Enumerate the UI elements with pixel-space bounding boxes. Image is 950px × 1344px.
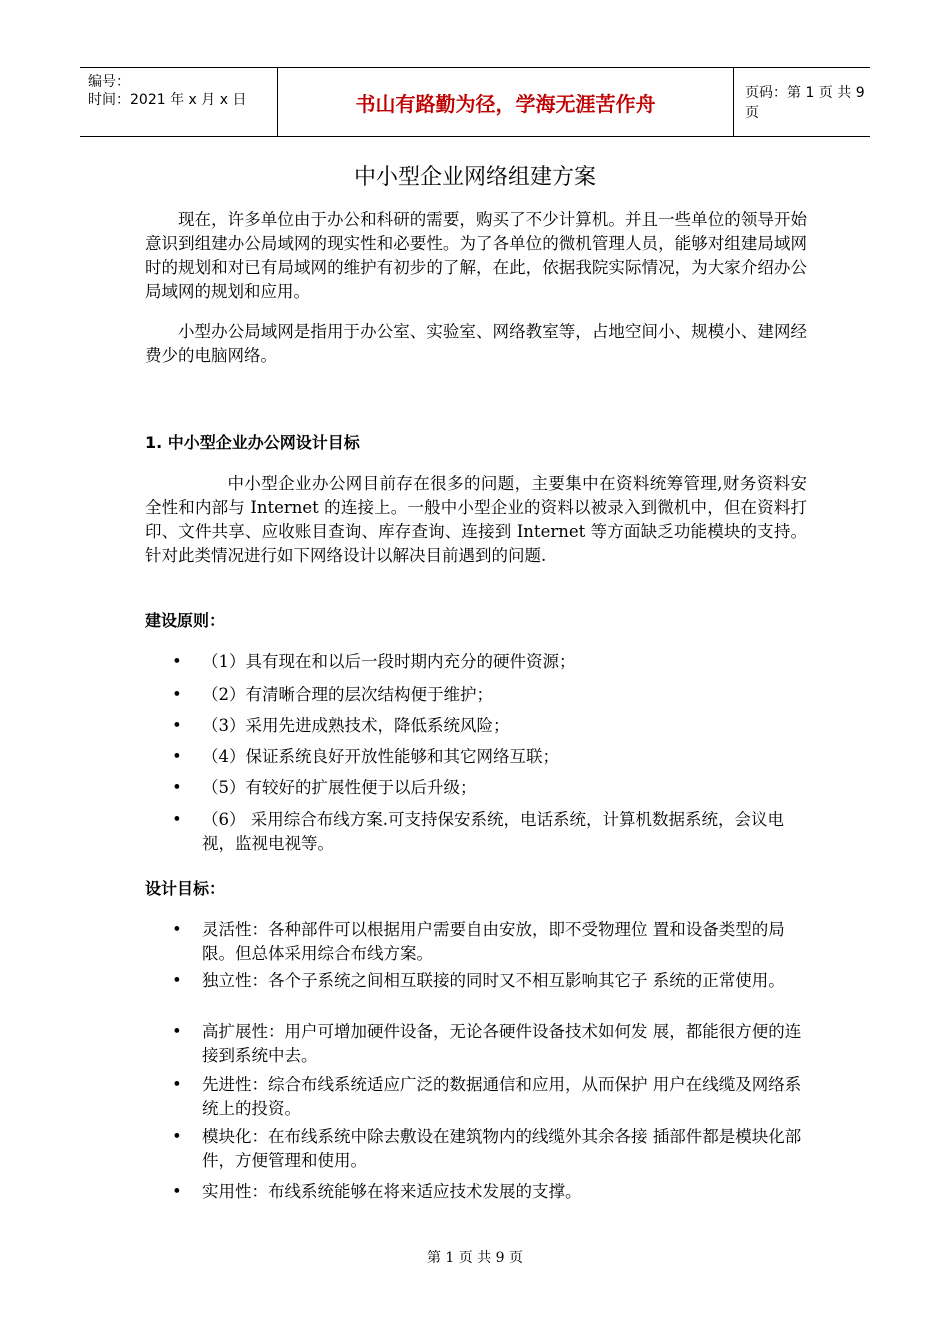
list-item-text: （6） 采用综合布线方案.可支持保安系统，电话系统，计算机数据系统，会议电视，监视电视等。 xyxy=(202,810,784,853)
list-item-text: （3）采用先进成熟技术，降低系统风险； xyxy=(202,716,510,735)
list-item xyxy=(172,1180,812,1204)
list-item-text: （2）有清晰合理的层次结构便于维护； xyxy=(202,685,493,704)
list-item-text: 灵活性：各种部件可以根据用户需要自由安放，即不受物理位 置和设备类型的局限。但总体采用综合布线方案。 xyxy=(202,920,785,963)
list-item-text: （5）有较好的扩展性便于以后升级； xyxy=(202,778,477,797)
bullet-icon: • xyxy=(172,920,182,939)
header-motto: 书山有路勤为径，学海无涯苦作舟 xyxy=(278,68,734,136)
document-title: 中小型企业网络组建方案 xyxy=(353,165,596,190)
bullet-icon: • xyxy=(172,747,182,766)
list-item xyxy=(172,1073,812,1121)
list-item xyxy=(172,714,812,738)
list-item xyxy=(172,776,812,800)
header-table xyxy=(80,67,870,137)
page-footer: 第 1 页 共 9 页 xyxy=(426,1250,524,1266)
principles-heading: 建设原则： xyxy=(145,611,226,630)
list-item-text: （1）具有现在和以后一段时期内充分的硬件资源； xyxy=(202,652,576,671)
header-page-info: 页码：第 1 页 共 9 页 xyxy=(745,85,865,121)
time-label: 时间：2021 年 x 月 x 日 xyxy=(88,92,247,108)
list-item-text: 高扩展性：用户可增加硬件设备，无论各硬件设备技术如何发 展，都能很方便的连接到系统中去。 xyxy=(202,1022,802,1065)
section-1-body: 中小型企业办公网目前存在很多的问题，主要集中在资料统筹管理,财务资料安全性和内部与 Internet 的连接上。一般中小型企业的资料以被录入到微机中，但在资料打印、文件共享、应收账目查询、库存查询、连接到 Internet 等方面缺乏功能模块的支持。针对此类情况进行如下网络设计以解决目前遇到的问题. xyxy=(145,474,807,565)
list-item-text: 独立性：各个子系统之间相互联接的同时又不相互影响其它子 系统的正常使用。 xyxy=(202,971,785,990)
bullet-icon: • xyxy=(172,685,182,704)
bullet-icon: • xyxy=(172,778,182,797)
bullet-icon: • xyxy=(172,1022,182,1041)
list-item xyxy=(172,969,812,993)
list-item xyxy=(172,1020,812,1068)
list-item xyxy=(172,683,812,707)
bullet-icon: • xyxy=(172,1182,182,1201)
list-item xyxy=(172,808,812,856)
list-item xyxy=(172,1125,812,1173)
list-item xyxy=(172,650,812,674)
section-1-heading: 1. 中小型企业办公网设计目标 xyxy=(145,433,360,452)
header-meta xyxy=(80,68,278,136)
list-item-text: （4）保证系统良好开放性能够和其它网络互联； xyxy=(202,747,559,766)
goals-heading: 设计目标： xyxy=(145,879,226,898)
intro-paragraph-1: 现在，许多单位由于办公和科研的需要，购买了不少计算机。并且一些单位的领导开始意识到组建办公局域网的现实性和必要性。为了各单位的微机管理人员，能够对组建局域网时的规划和对已有局域网的维护有初步的了解，在此，依据我院实际情况，为大家介绍办公局域网的规划和应用。 xyxy=(145,210,807,301)
list-item xyxy=(172,918,812,966)
number-label: 编号： xyxy=(88,74,130,90)
list-item-text: 实用性：布线系统能够在将来适应技术发展的支撑。 xyxy=(202,1182,582,1201)
bullet-icon: • xyxy=(172,810,182,829)
intro-paragraph-2: 小型办公局域网是指用于办公室、实验室、网络教室等，占地空间小、规模小、建网经费少的电脑网络。 xyxy=(145,322,807,365)
bullet-icon: • xyxy=(172,716,182,735)
bullet-icon: • xyxy=(172,971,182,990)
bullet-icon: • xyxy=(172,1075,182,1094)
list-item xyxy=(172,745,812,769)
list-item-text: 先进性：综合布线系统适应广泛的数据通信和应用，从而保护 用户在线缆及网络系统上的投资。 xyxy=(202,1075,802,1118)
bullet-icon: • xyxy=(172,1127,182,1146)
list-item-text: 模块化：在布线系统中除去敷设在建筑物内的线缆外其余各接 插部件都是模块化部件，方便管理和使用。 xyxy=(202,1127,802,1170)
bullet-icon: • xyxy=(172,652,182,671)
